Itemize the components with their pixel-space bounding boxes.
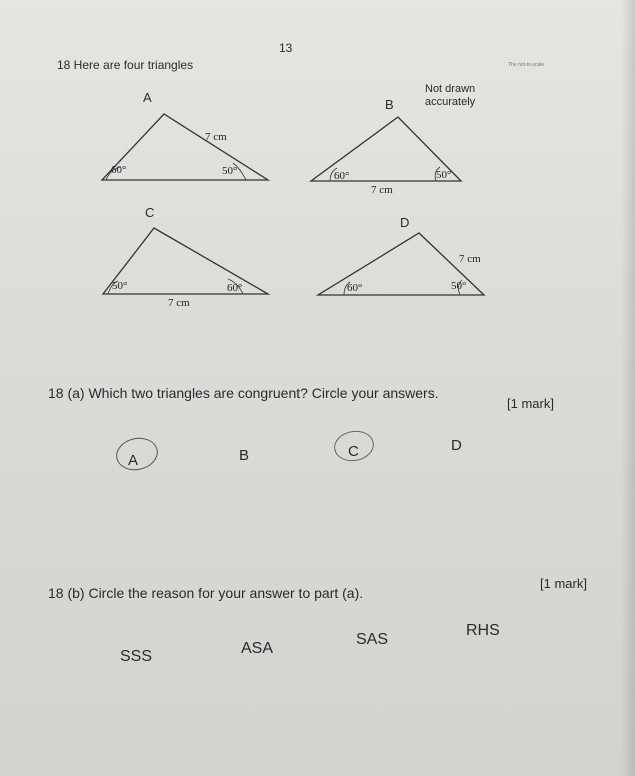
reason-option-asa[interactable]: ASA (241, 640, 274, 657)
triangle-c-angle-left: 50° (112, 280, 128, 292)
answer-option-c[interactable]: C (348, 443, 359, 460)
page-edge-shadow (621, 0, 635, 776)
answer-option-a[interactable]: A (128, 452, 139, 469)
triangle-b-side: 7 cm (371, 184, 393, 196)
answer-option-b[interactable]: B (239, 447, 250, 464)
reason-option-sas[interactable]: SAS (356, 631, 389, 648)
answer-option-d[interactable]: D (451, 437, 462, 454)
question-b-text: 18 (b) Circle the reason for your answer to part (a). (48, 585, 364, 601)
triangle-b-label: B (385, 97, 394, 112)
triangle-a-side: 7 cm (205, 131, 227, 143)
page-number: 13 (279, 41, 293, 55)
triangle-d-angle-right: 50° (451, 280, 467, 292)
triangle-b-angle-left: 60° (334, 170, 350, 182)
triangle-d-side: 7 cm (459, 253, 481, 265)
question-a-text: 18 (a) Which two triangles are congruent? Circle your answers. (48, 385, 439, 401)
triangle-b (311, 117, 461, 196)
triangle-d (318, 233, 484, 295)
triangle-c (103, 228, 268, 309)
reason-option-sss[interactable]: SSS (120, 648, 153, 665)
triangle-c-side: 7 cm (168, 297, 190, 309)
triangle-a (102, 114, 268, 180)
question-a-marks: [1 mark] (507, 396, 554, 411)
question-b-marks: [1 mark] (540, 576, 587, 591)
margin-scribble: The not-to-scale (508, 62, 545, 68)
not-drawn-accurately-note: Not drawn accurately (425, 83, 476, 108)
reason-option-rhs[interactable]: RHS (466, 622, 500, 639)
triangle-c-angle-right: 60° (227, 282, 243, 294)
triangle-d-angle-left: 60° (347, 282, 363, 294)
triangle-a-angle-left: 60° (111, 164, 127, 176)
triangle-c-label: C (145, 205, 155, 220)
question-intro: 18 Here are four triangles (57, 58, 194, 72)
triangle-a-angle-right: 50° (222, 165, 238, 177)
triangle-d-label: D (400, 215, 410, 230)
triangle-b-angle-right: 50° (436, 169, 452, 181)
triangle-a-label: A (143, 90, 152, 105)
triangle-c-shape (103, 228, 268, 294)
triangle-a-shape (102, 114, 268, 180)
